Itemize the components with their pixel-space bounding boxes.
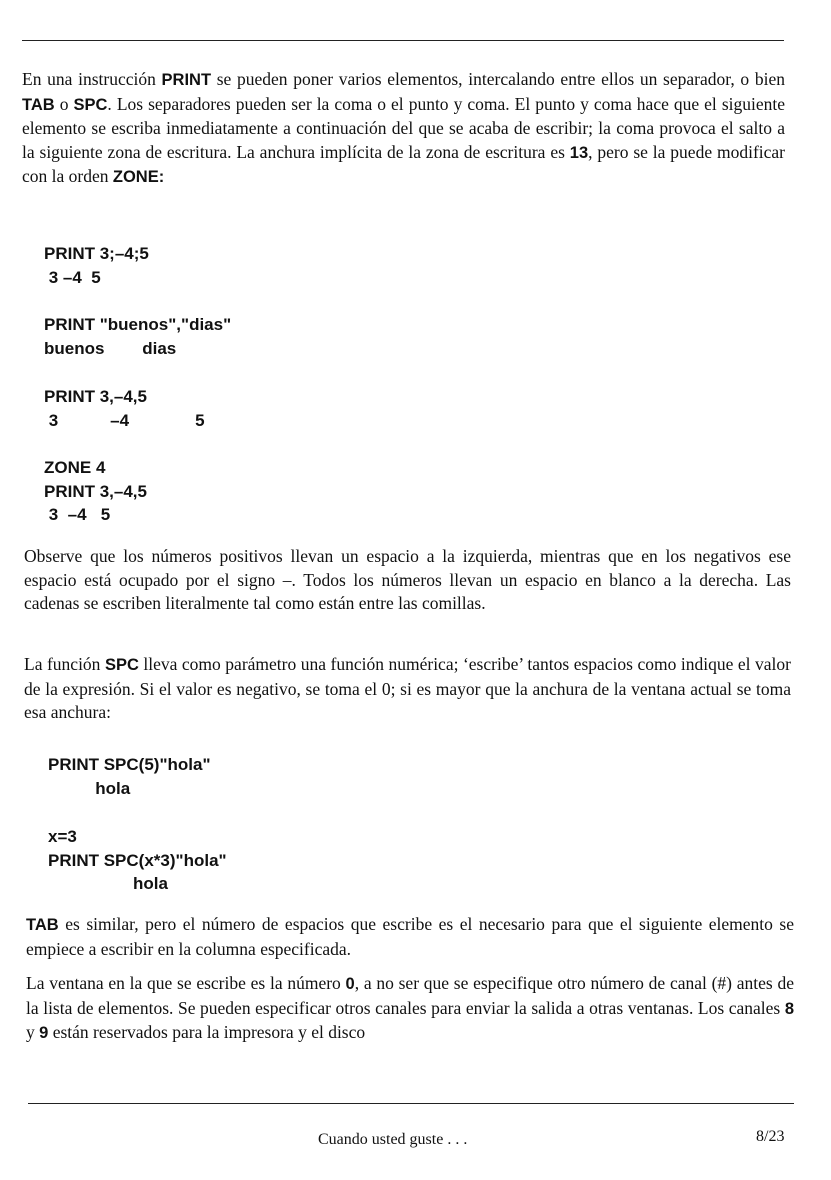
paragraph-observe xyxy=(24,545,791,616)
paragraph-window xyxy=(26,972,794,1046)
code-line: PRINT SPC(x*3)"hola" xyxy=(48,850,227,870)
code-example-3 xyxy=(44,385,205,432)
code-line: 3 –4 5 xyxy=(44,505,111,524)
code-example-6 xyxy=(48,825,227,896)
text-run: es similar, pero el número de espacios que escribe es el necesario para que el siguiente elemento se empiece a escribir en la columna especificada. xyxy=(26,914,794,959)
code-line: PRINT 3,–4,5 xyxy=(44,387,147,406)
keyword: PRINT xyxy=(161,71,212,89)
text-run: o xyxy=(54,93,74,114)
code-line: hola xyxy=(48,778,131,798)
code-line: x=3 xyxy=(48,827,77,846)
keyword: TAB xyxy=(26,916,59,934)
code-line: PRINT "buenos","dias" xyxy=(44,315,232,334)
code-line: ZONE 4 xyxy=(44,458,106,477)
code-line: PRINT 3;–4;5 xyxy=(44,244,149,263)
page-number: 8/23 xyxy=(756,1128,785,1145)
text-run: La ventana en la que se escribe es la número xyxy=(26,973,346,993)
code-line: PRINT SPC(5)"hola" xyxy=(48,755,211,774)
footer-title: Cuando usted guste . . . xyxy=(318,1131,468,1148)
code-line: 3 –4 5 xyxy=(44,267,101,287)
keyword: 13 xyxy=(569,143,589,162)
code-line: buenos dias xyxy=(44,338,177,358)
keyword: SPC xyxy=(104,656,139,674)
paragraph-tab xyxy=(26,913,794,961)
code-line: hola xyxy=(48,874,168,893)
text-run: se pueden poner varios elementos, intercalando entre ellos un separador, o bien xyxy=(211,69,785,89)
text-run: Observe que los números positivos llevan un espacio a la izquierda, mientras que en los negativos ese espacio está ocupado por el signo –. Todos los números llevan un espacio en blanco a la derecha. Las cadenas se escriben literalmente tal como están entre las comillas. xyxy=(24,546,791,614)
text-run: y xyxy=(26,1022,40,1043)
top-rule xyxy=(22,40,784,41)
text-run: lleva como parámetro una función numérica; ‘escribe’ tantos espacios como indique el valor de la expresión. Si el valor es negativo, se toma el 0; si es mayor que la anchura de la ventana actual se toma esa anchura: xyxy=(24,654,791,723)
text-run: , pero se la puede modificar con la orden xyxy=(22,141,785,187)
code-line: 3 –4 5 xyxy=(44,410,205,430)
text-run: , a no ser que se especifique otro número de canal (#) antes de la lista de elementos. Se pueden especificar otros canales para enviar la salida a otras ventanas. Los canales xyxy=(26,973,794,1018)
text-run: La función xyxy=(24,654,105,674)
text-run: están reservados para la impresora y el disco xyxy=(48,1022,366,1043)
code-example-5 xyxy=(48,753,211,800)
bottom-rule xyxy=(28,1103,794,1104)
keyword: TAB xyxy=(22,95,55,114)
code-line: PRINT 3,–4,5 xyxy=(44,481,147,501)
keyword: 9 xyxy=(39,1024,49,1043)
text-run: En una instrucción xyxy=(22,69,162,89)
paragraph-spc xyxy=(24,653,791,725)
keyword: 8 xyxy=(784,999,794,1018)
text-run: . Los separadores pueden ser la coma o el punto y coma. El punto y coma hace que el siguiente elemento se escriba inmediatamente a continuación del que se acaba de escribir; la coma provoca el salto a la siguiente zona de escritura. La anchura implícita de la zona de escritura es xyxy=(22,93,785,162)
keyword: 0 xyxy=(345,975,355,993)
code-example-2 xyxy=(44,313,231,360)
code-example-1 xyxy=(44,242,149,289)
keyword: SPC xyxy=(73,95,108,114)
keyword: ZONE: xyxy=(112,168,165,187)
paragraph-intro xyxy=(22,68,785,190)
code-example-4 xyxy=(44,456,147,527)
